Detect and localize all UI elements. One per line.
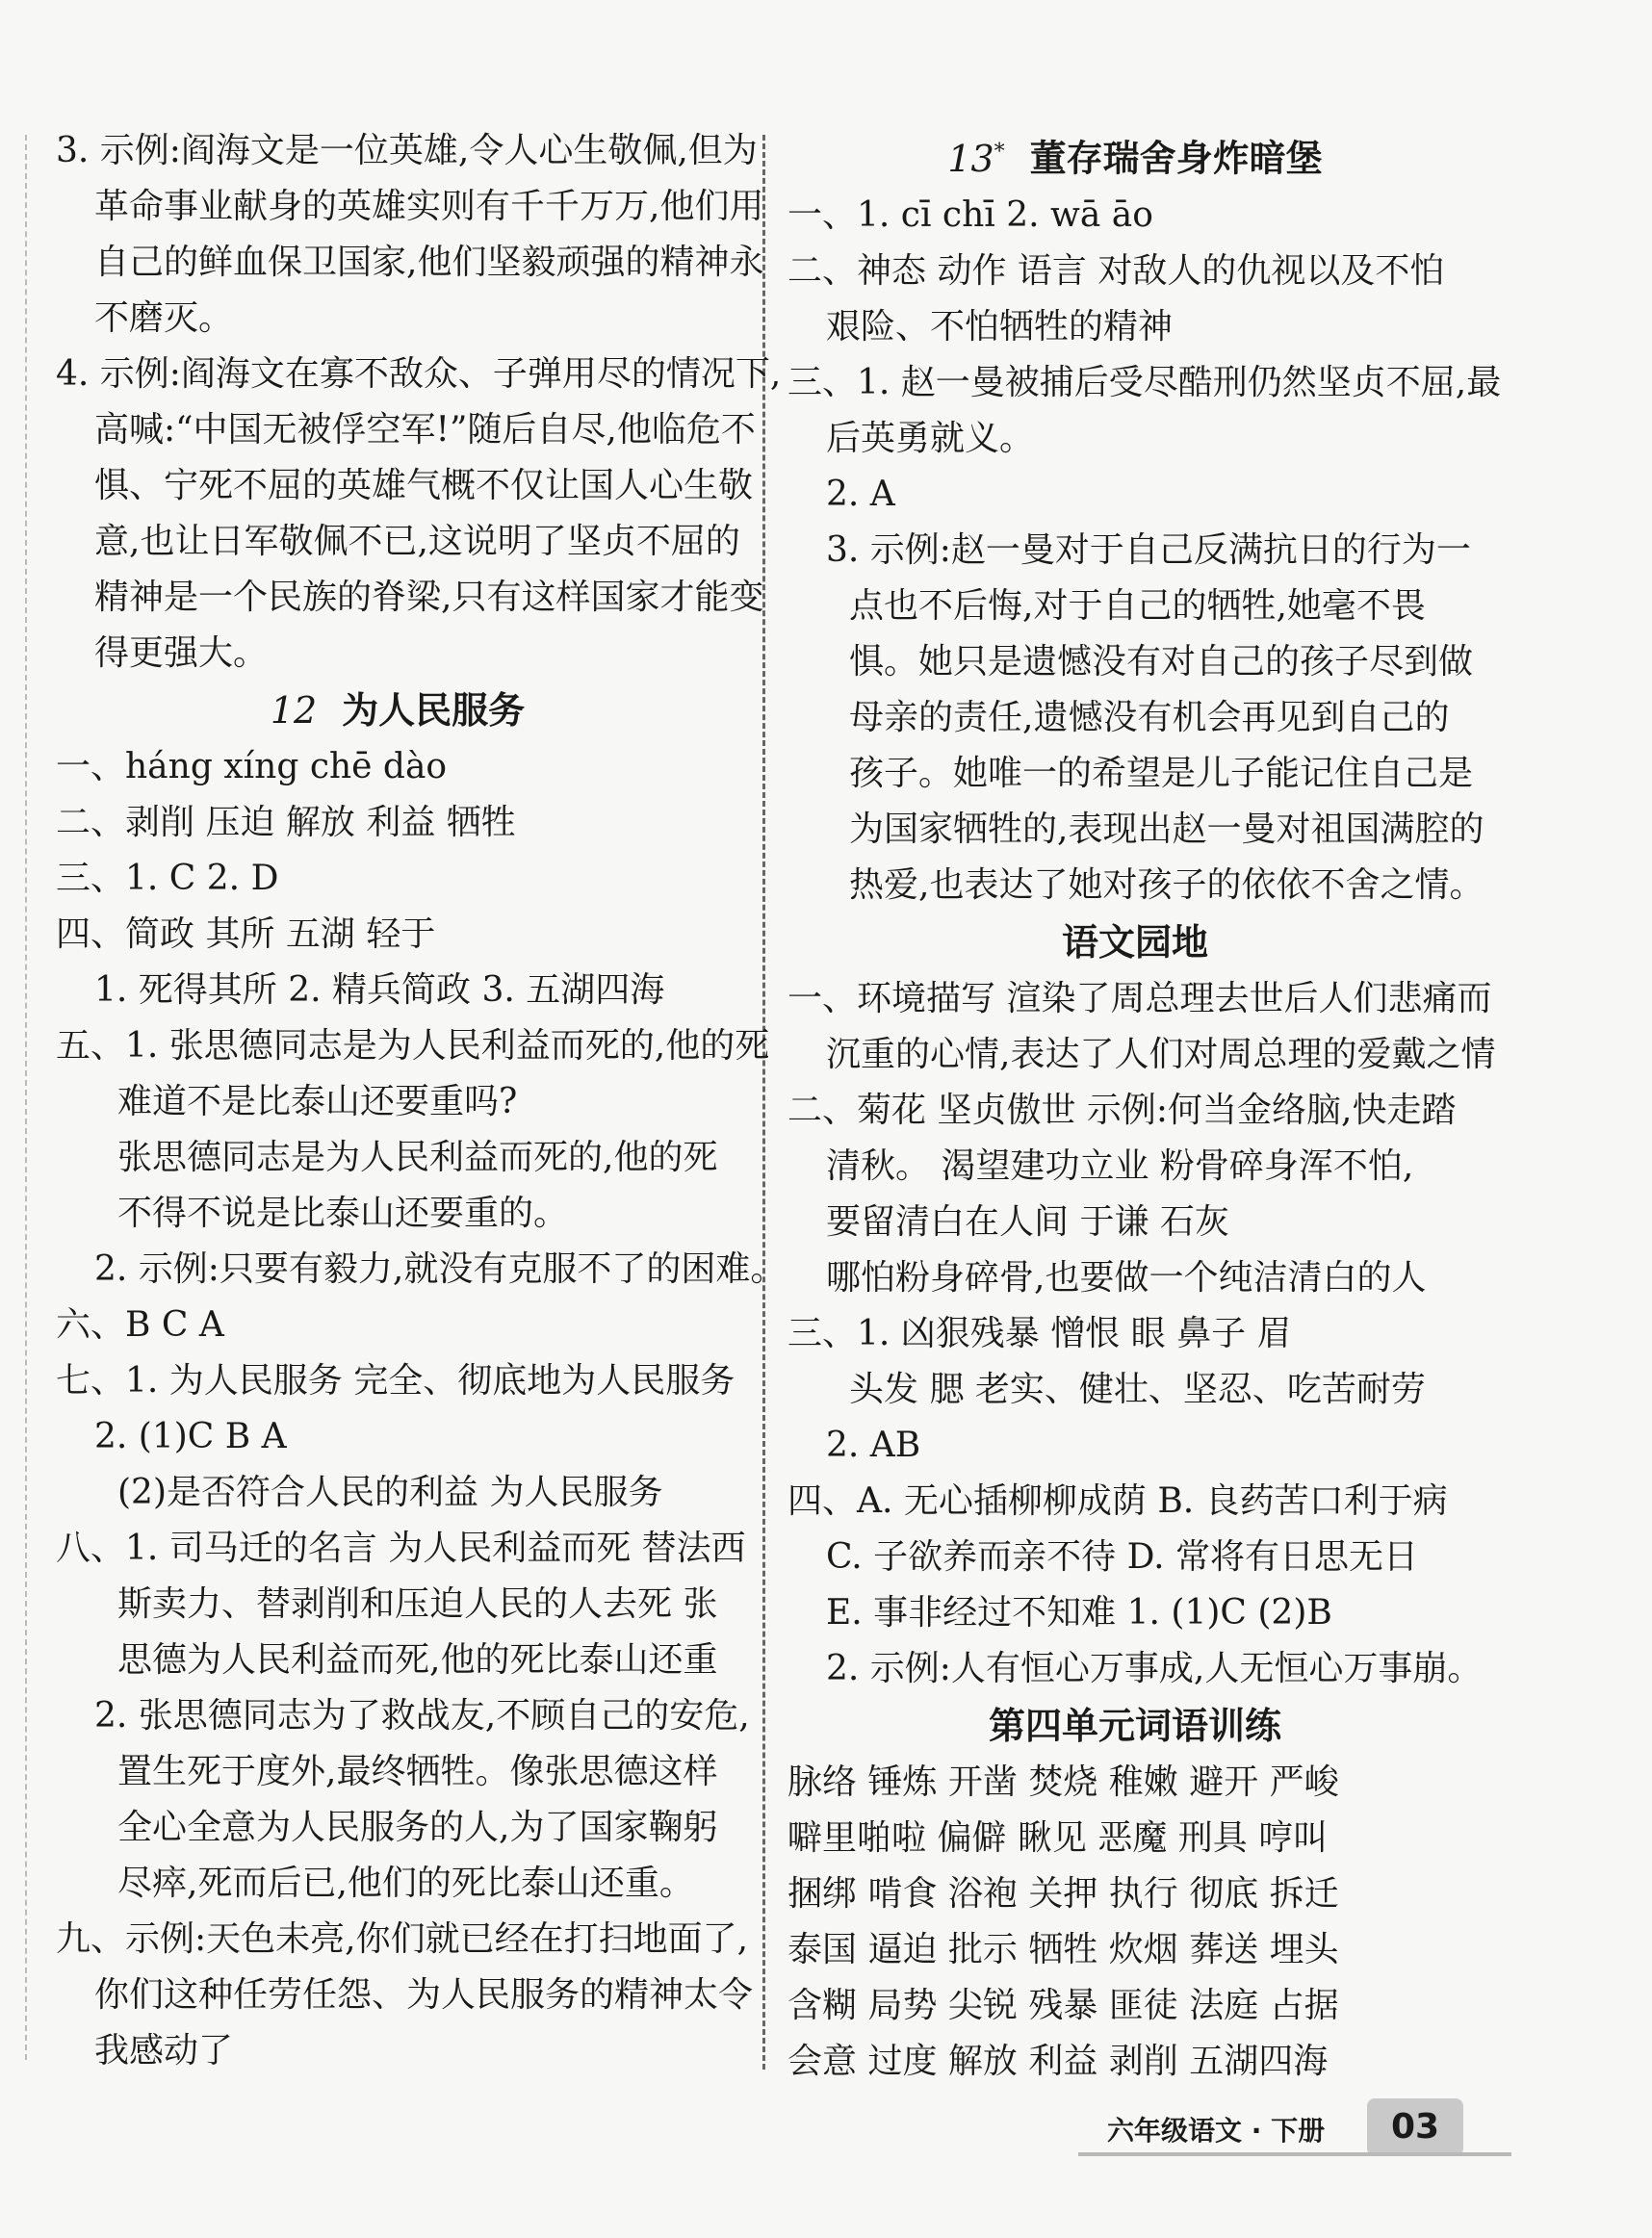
text-line: 后英勇就义。 <box>826 418 1035 458</box>
text-line: 不磨灭。 <box>94 298 234 338</box>
text-line: 六、B C A <box>56 1305 224 1345</box>
text-line: 五、1. 张思德同志是为人民利益而死的,他的死 <box>56 1026 770 1066</box>
text-line: 惧。她只是遗憾没有对自己的孩子尽到做 <box>849 641 1474 682</box>
text-line: E. 事非经过不知难 1. (1)C (2)B <box>826 1592 1332 1633</box>
page-edge-line <box>25 135 27 2060</box>
text-line: 一、háng xíng chē dào <box>56 747 448 786</box>
text-line: 沉重的心情,表达了人们对周总理的爱戴之情 <box>826 1034 1496 1074</box>
text-line: 三、1. C 2. D <box>56 859 279 898</box>
text-line: 全心全意为人民服务的人,为了国家鞠躬 <box>117 1808 718 1847</box>
text-line: 一、1. cī chī 2. wā āo <box>787 194 1153 235</box>
word-row: 噼里啪啦 偏僻 瞅见 恶魔 刑具 哼叫 <box>787 1817 1329 1858</box>
section-heading-12 <box>56 682 739 739</box>
text-line: 三、1. 赵一曼被捕后受尽酷刑仍然坚贞不屈,最 <box>787 362 1502 402</box>
text-line: 思德为人民利益而死,他的死比泰山还重 <box>117 1640 718 1680</box>
text-line: 2. 示例:人有恒心万事成,人无恒心万事崩。 <box>826 1648 1483 1688</box>
text-line: 要留清白在人间 于谦 石灰 <box>826 1201 1229 1242</box>
text-line: 为国家牺牲的,表现出赵一曼对祖国满腔的 <box>849 809 1484 849</box>
text-line: 1. 死得其所 2. 精兵简政 3. 五湖四海 <box>94 970 665 1010</box>
right-column <box>787 123 1502 2090</box>
text-line: 清秋。 渴望建功立业 粉骨碎身浑不怕, <box>826 1145 1414 1186</box>
text-line: 二、神态 动作 语言 对敌人的仇视以及不怕 <box>787 250 1445 291</box>
text-line: 精神是一个民族的脊梁,只有这样国家才能变 <box>94 578 764 617</box>
text-line: 九、示例:天色未亮,你们就已经在打扫地面了, <box>56 1919 749 1959</box>
section-title: 为人民服务 <box>342 689 526 732</box>
text-line: 热爱,也表达了她对孩子的依依不舍之情。 <box>849 864 1484 905</box>
column-divider <box>762 135 765 2070</box>
word-row: 会意 过度 解放 利益 剥削 五湖四海 <box>787 2041 1329 2081</box>
text-line: C. 子欲养而亲不待 D. 常将有日思无日 <box>826 1536 1419 1577</box>
text-line: 惧、宁死不屈的英雄气概不仅让国人心生敬 <box>94 466 754 505</box>
text-line: 哪怕粉身碎骨,也要做一个纯洁清白的人 <box>826 1257 1427 1298</box>
word-row: 脉络 锤炼 开凿 焚烧 稚嫩 避开 严峻 <box>787 1762 1339 1802</box>
text-line: 不得不说是比泰山还要重的。 <box>117 1194 569 1233</box>
book-label: 六年级语文 · 下册 <box>1107 2115 1326 2147</box>
text-line: 你们这种任劳任怨、为人民服务的精神太令 <box>94 1975 754 2015</box>
text-line: 2. (1)C B A <box>94 1417 287 1456</box>
text-line: 二、菊花 坚贞傲世 示例:何当金络脑,快走踏 <box>787 1090 1457 1130</box>
text-line: 四、A. 无心插柳柳成荫 B. 良药苦口利于病 <box>787 1480 1448 1521</box>
text-line: 一、环境描写 渲染了周总理去世后人们悲痛而 <box>787 978 1492 1018</box>
page-number: 03 <box>1367 2098 1463 2156</box>
section-number: 12 <box>270 689 318 732</box>
text-line: 八、1. 司马迁的名言 为人民利益而死 替法西 <box>56 1529 746 1568</box>
text-line: 母亲的责任,遗憾没有机会再见到自己的 <box>849 697 1450 737</box>
text-line: 2. A <box>826 474 895 514</box>
footer-rule <box>1078 2152 1511 2156</box>
text-line: 3. 示例:赵一曼对于自己反满抗日的行为一 <box>826 529 1471 570</box>
text-line: 革命事业献身的英雄实则有千千万万,他们用 <box>94 187 764 226</box>
text-line: 四、简政 其所 五湖 轻于 <box>56 914 436 954</box>
section-heading-13 <box>787 123 1483 188</box>
text-line: 意,也让日军敬佩不已,这说明了坚贞不屈的 <box>94 522 740 561</box>
text-line: 高喊:“中国无被俘空军!”随后自尽,他临危不 <box>94 410 756 450</box>
text-line: 4. 示例:阎海文在寡不敌众、子弹用尽的情况下, <box>56 354 782 394</box>
text-line: 头发 腮 老实、健壮、坚忍、吃苦耐劳 <box>849 1369 1426 1409</box>
section-number: 13* <box>947 137 1005 180</box>
text-line: 置生死于度外,最终牺牲。像张思德这样 <box>117 1752 718 1791</box>
text-line: 2. AB <box>826 1425 921 1465</box>
text-line: 斯卖力、替剥削和压迫人民的人去死 张 <box>117 1584 718 1624</box>
section-heading-garden: 语文园地 <box>1061 920 1208 964</box>
text-line: 2. 示例:只要有毅力,就没有克服不了的困难。 <box>94 1249 786 1289</box>
text-line: 孩子。她唯一的希望是儿子能记住自己是 <box>849 753 1474 793</box>
text-line: 三、1. 凶狠残暴 憎恨 眼 鼻子 眉 <box>787 1313 1292 1353</box>
text-line: 艰险、不怕牺牲的精神 <box>826 306 1174 347</box>
text-line: 自己的鲜血保卫国家,他们坚毅顽强的精神永 <box>94 243 764 282</box>
section-title: 董存瑞舍身炸暗堡 <box>1029 137 1323 180</box>
text-line: 2. 张思德同志为了救战友,不顾自己的安危, <box>94 1696 750 1736</box>
text-line: 得更强大。 <box>94 633 269 673</box>
text-line: 我感动了 <box>94 2031 234 2071</box>
word-row: 含糊 局势 尖锐 残暴 匪徒 法庭 占据 <box>787 1985 1339 2025</box>
text-line: 二、剥削 压迫 解放 利益 牺牲 <box>56 803 516 842</box>
text-line: 难道不是比泰山还要重吗? <box>117 1082 518 1121</box>
text-line: 尽瘁,死而后已,他们的死比泰山还重。 <box>117 1864 694 1903</box>
word-row: 泰国 逼迫 批示 牺牲 炊烟 葬送 埋头 <box>787 1929 1339 1969</box>
word-row: 捆绑 啃食 浴袍 关押 执行 彻底 拆迁 <box>787 1873 1339 1914</box>
section-heading-words: 第四单元词语训练 <box>988 1704 1281 1747</box>
left-column <box>56 123 786 2079</box>
page-footer <box>1078 2098 1511 2158</box>
text-line: 点也不后悔,对于自己的牺牲,她毫不畏 <box>849 585 1426 626</box>
text-line: 七、1. 为人民服务 完全、彻底地为人民服务 <box>56 1361 736 1401</box>
text-line: 3. 示例:阎海文是一位英雄,令人心生敬佩,但为 <box>56 131 758 170</box>
text-line: (2)是否符合人民的利益 为人民服务 <box>117 1473 663 1512</box>
text-line: 张思德同志是为人民利益而死的,他的死 <box>117 1138 718 1177</box>
